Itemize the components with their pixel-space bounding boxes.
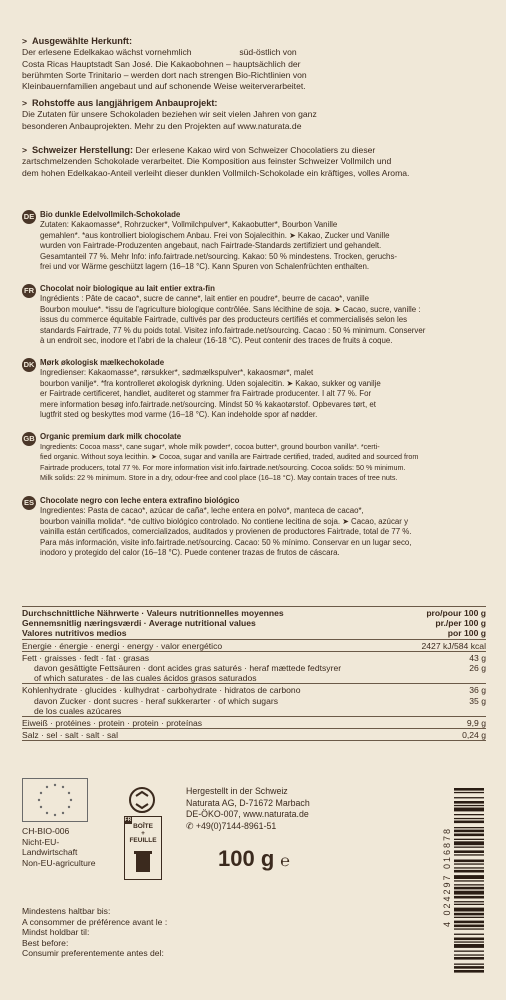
barcode-bar	[454, 913, 484, 916]
barcode-bar	[454, 797, 484, 798]
best-before-line: A consommer de préférence avant le :	[22, 916, 168, 927]
barcode-bar	[454, 818, 484, 819]
estimated-sign-icon: ℮	[280, 853, 290, 870]
barcode-bar	[454, 970, 484, 973]
barcode-bar	[454, 850, 484, 853]
ingredient-line: Ingrédients : Pâte de cacao*, sucre de canne*, lait entier en poudre*, beurre de cacao*, vanille	[40, 294, 369, 304]
nutrition-row-salt	[22, 729, 486, 741]
nutrition-value: 43 g	[469, 652, 486, 663]
barcode	[440, 780, 484, 980]
barcode-bar	[454, 921, 484, 924]
nutrition-row-energy	[22, 639, 486, 651]
bio-origin-line: Nicht-EU-	[22, 836, 60, 847]
project-text-line: Die Zutaten für unsere Schokoladen beziehen wir seit vielen Jahren von ganz	[22, 109, 317, 120]
ingredient-line: Milk solids: 22 % minimum. Store in a dry, odour-free and cool place (16–18 °C). May contain traces of tree nuts.	[40, 472, 398, 482]
recycling-bin-icon	[133, 849, 153, 873]
barcode-bar	[454, 805, 484, 806]
project-text-line: besonderen Anbauprojekten. Mehr zu den Projekten auf www.naturata.de	[22, 120, 302, 131]
barcode-bar	[454, 896, 484, 899]
nutrition-header-label: Durchschnittliche Nährwerte · Valeurs nutritionnelles moyennes	[22, 608, 284, 618]
origin-text-line: Der erlesene Edelkakao wächst vornehmlich süd-östlich von	[22, 47, 297, 58]
recycling-info	[120, 786, 166, 886]
bio-certification	[22, 826, 96, 868]
manufacturer-info	[186, 786, 310, 832]
language-badge-dk: DK	[22, 358, 36, 372]
nutrition-label: Energie · énergie · energi · energy · valor energético	[22, 640, 223, 651]
nutrition-label: davon gesättigte Fettsäuren · dont acides gras saturés · heraf mættede fedtsyrer	[22, 663, 342, 674]
ingredient-line: standards Fairtrade, 77 % du poids total. Visitez info.fairtrade.net/sourcing. Cacao : 50 % minimum. Conserver	[40, 325, 426, 335]
manufacturer-line: Hergestellt in der Schweiz	[186, 786, 288, 796]
barcode-bar	[454, 887, 484, 890]
nutrition-value: 2427 kJ/584 kcal	[421, 640, 486, 651]
project-heading: Rohstoffe aus langjährigem Anbauprojekt:	[32, 98, 218, 108]
best-before-line: Mindestens haltbar bis:	[22, 906, 111, 916]
barcode-bar	[454, 891, 484, 895]
origin-text-line: Kleinbauernfamilien angebaut und auf schonende Weise weiterverarbeitet.	[22, 81, 306, 92]
ingredient-line: vainilla están certificados, comercializados, auditados y provienen de productores Fairtrade, total de 77 %.	[40, 527, 412, 537]
ingredient-line: Zutaten: Kakaomasse*, Rohrzucker*, Vollmilchpulver*, Kakaobutter*, Bourbon Vanille	[40, 220, 338, 230]
nutrition-label: of which saturates · de las cuales ácidos grasos saturados	[22, 673, 257, 684]
nutrition-header-label: Gennemsnitlig næringsværdi · Average nutritional values	[22, 618, 256, 629]
nutrition-label: Fett · graisses · fedt · fat · grasas	[22, 652, 150, 663]
nutrition-row-carbohydrate	[22, 684, 486, 717]
ingredient-line: Ingredienser: Kakaomasse*, rørsukker*, sødmælkspulver*, kakaosmør*, malet	[40, 368, 314, 378]
nutrition-header-value: pr./per 100 g	[435, 618, 486, 629]
production-section	[22, 145, 486, 179]
barcode-bar	[454, 901, 484, 902]
nutrition-header-row	[22, 607, 486, 640]
eu-organic-logo	[22, 778, 88, 822]
production-heading: Schweizer Herstellung:	[32, 145, 134, 155]
ingredient-line: mere information besøg info.fairtrade.net/sourcing. Mindst 50 % kakaotørstof. Opbevares tørt, et	[40, 399, 376, 409]
barcode-bar	[454, 941, 484, 942]
barcode-bar	[454, 870, 484, 873]
ingredient-line: bourbon vainilla molida*. *de cultivo biológico controlado. No contiene lecitina de soja. ➤ Cacao, azúcar y	[40, 516, 409, 526]
bio-origin-line: Non-EU-agriculture	[22, 857, 96, 868]
barcode-bar	[454, 925, 484, 928]
barcode-bar	[454, 875, 484, 879]
ingredient-line: fied organic. Without soya lecithin. ➤ Cocoa, sugar and vanilla are Fairtrade certified, traded, audited and sourced from	[40, 452, 419, 462]
ingredient-line: Ingredients: Cocoa mass*, cane sugar*, whole milk powder*, cocoa butter*, ground bourbon vanilla*. *certi-	[40, 442, 380, 452]
barcode-bar	[454, 938, 484, 941]
origin-heading: Ausgewählte Herkunft:	[32, 36, 133, 46]
ingredient-line: issus du commerce équitable Fairtrade, cultivés par des producteurs certifiés et commercialisés selon les	[40, 315, 408, 325]
nutrition-value: 26 g	[469, 663, 486, 674]
nutrition-header-label: Valores nutritivos medios	[22, 628, 127, 639]
language-block-de	[22, 210, 498, 272]
nutrition-header-value: por 100 g	[447, 628, 486, 639]
ingredient-line: Para más información, visite info.fairtrade.net/sourcing. Cacao: 50 % mínimo. Conservar en un lugar seco,	[40, 537, 412, 547]
triman-icon	[122, 786, 162, 816]
barcode-digits: 4 024297 016878	[442, 826, 452, 928]
nutrition-value: 36 g	[469, 685, 486, 696]
net-weight	[218, 846, 290, 872]
phone-icon: ✆	[186, 820, 194, 831]
language-title: Chocolat noir biologique au lait entier extra-fin	[40, 284, 215, 293]
best-before-line: Mindst holdbar til:	[22, 927, 90, 938]
language-badge-gb: GB	[22, 432, 36, 446]
nutrition-table	[22, 606, 486, 741]
barcode-bar	[454, 860, 484, 863]
ingredient-line: Ingredientes: Pasta de cacao*, azúcar de caña*, leche entera en polvo*, manteca de cacao*,	[40, 506, 364, 516]
barcode-bar	[454, 854, 484, 855]
weight-value: 100 g	[218, 846, 275, 871]
best-before-line: Best before:	[22, 937, 69, 948]
manufacturer-line: Naturata AG, D-71672 Marbach	[186, 797, 310, 808]
barcode-bar	[454, 884, 484, 885]
language-block-fr	[22, 284, 498, 346]
nutrition-value: 9,9 g	[466, 718, 486, 729]
chevron-right-icon: >	[22, 98, 28, 108]
origin-section	[22, 36, 486, 92]
barcode-bar	[454, 951, 484, 952]
ingredient-line: Bourbon moulue*. *issu de l'agriculture biologique contrôlée. Sans lécithine de soja. ➤ Cacao, sucre, vanille :	[40, 304, 421, 314]
recycling-box	[124, 816, 162, 880]
manufacturer-line: DE-ÖKO-007, www.naturata.de	[186, 809, 309, 820]
barcode-bar	[454, 839, 484, 840]
barcode-bar	[454, 867, 484, 868]
barcode-bar	[454, 957, 484, 960]
barcode-bar	[454, 928, 484, 929]
barcode-bar	[454, 944, 484, 948]
language-block-es	[22, 496, 498, 558]
nutrition-header-value: pro/pour 100 g	[426, 608, 486, 618]
language-badge-es: ES	[22, 496, 36, 510]
origin-text-line: Costa Ricas Hauptstadt San José. Die Kakaobohnen – hauptsächlich der	[22, 58, 301, 69]
barcode-bar	[454, 801, 484, 804]
ingredient-line: bourbon vanilje*. *fra kontrolleret økologisk dyrkning. Uden sojalecitin. ➤ Kakao, sukker og vanilje	[40, 378, 381, 388]
barcode-bar	[454, 814, 484, 815]
language-badge-fr: FR	[22, 284, 36, 298]
barcode-bar	[454, 847, 484, 848]
nutrition-value: 0,24 g	[462, 730, 486, 741]
best-before-line: Consumir preferentemente antes del:	[22, 948, 164, 959]
nutrition-label: davon Zucker · dont sucres · heraf sukkerarter · of which sugars	[22, 695, 279, 706]
production-text-line: dem hohen Edelkakao-Anteil verleiht dieser dunklen Vollmilch-Schokolade ein kräftiges, volles Aroma.	[22, 167, 410, 178]
ingredient-line: lugtfrit sted og beskyttes mod varme (16–18 °C). Kan indeholde spor af nødder.	[40, 410, 318, 420]
recycling-country: FR	[124, 817, 132, 823]
barcode-bar	[454, 821, 484, 824]
barcode-bar	[454, 830, 484, 833]
barcode-bar	[454, 966, 484, 969]
manufacturer-phone: ✆ +49(0)7144-8961-51	[186, 820, 277, 831]
barcode-bar	[454, 808, 484, 812]
ingredient-line: inodoro y protegido del calor (16–18 °C). Puede contener trazas de frutos de cáscara.	[40, 548, 340, 558]
ingredient-line: Fairtrade producers, total 77 %. For more information visit info.fairtrade.net/sourcing. Cocoa solids: 50 % minimum.	[40, 462, 406, 472]
project-section	[22, 98, 486, 132]
barcode-bar	[454, 863, 484, 864]
barcode-bar	[454, 880, 484, 881]
bio-origin-line: Landwirtschaft	[22, 847, 78, 858]
nutrition-label: Eiweiß · protéines · protein · protein · proteínas	[22, 718, 203, 729]
nutrition-row-protein	[22, 717, 486, 729]
barcode-bar	[454, 954, 484, 955]
barcode-bars	[454, 780, 484, 980]
language-title: Mørk økologisk mælkechokolade	[40, 358, 165, 367]
barcode-bar	[454, 908, 484, 912]
language-title: Bio dunkle Edelvollmilch-Schokolade	[40, 210, 181, 219]
barcode-bar	[454, 841, 484, 845]
barcode-bar	[454, 827, 484, 828]
language-title: Chocolate negro con leche entera extrafino biológico	[40, 496, 240, 505]
nutrition-label: Salz · sel · salt · salt · sal	[22, 730, 118, 741]
ingredient-line: er Fairtrade certificeret, handlet, auditeret og stammer fra Fairtrade producenter. I alt 77 %. For	[40, 389, 372, 399]
best-before-info	[22, 906, 167, 959]
recycling-label: BOÎTE + FEUILLE	[129, 823, 157, 844]
eu-organic-leaf-icon	[23, 779, 87, 821]
barcode-bar	[454, 964, 484, 965]
language-block-gb	[22, 432, 498, 483]
production-text-line: Der erlesene Kakao wird von Schweizer Chocolatiers zu dieser	[133, 145, 376, 155]
nutrition-label: de los cuales azúcares	[22, 705, 122, 716]
barcode-bar	[454, 904, 484, 905]
barcode-bar	[454, 792, 484, 793]
barcode-bar	[454, 834, 484, 837]
nutrition-row-fat	[22, 651, 486, 684]
language-title: Organic premium dark milk chocolate	[40, 432, 182, 441]
ingredient-line: gemahlen*. *aus kontrolliert biologischem Anbau. Frei von Sojalecithin. ➤ Kakao, Zucker und Vanille	[40, 230, 390, 240]
barcode-bar	[454, 788, 484, 791]
nutrition-label: Kohlenhydrate · glucides · kulhydrat · carbohydrate · hidratos de carbono	[22, 685, 301, 696]
origin-text-line: berühmten Sorte Trinitario – werden dort nach strengen Bio-Richtlinien von	[22, 69, 307, 80]
language-badge-de: DE	[22, 210, 36, 224]
bio-code: CH-BIO-006	[22, 826, 70, 836]
barcode-bar	[454, 917, 484, 918]
language-block-dk	[22, 358, 498, 420]
chevron-right-icon: >	[22, 36, 28, 46]
ingredient-line: à un endroit sec, inodore et l'abri de la chaleur (16-18 °C). Peut contenir des traces de fruits à coque.	[40, 336, 393, 346]
ingredient-line: wurden von Fairtrade-Produzenten angebaut, nach Fairtrade-Standards zertifiziert und gehandelt.	[40, 241, 382, 251]
production-text-line: zartschmelzenden Schokolade verarbeitet. Die Komposition aus feinster Schweizer Vollmilch und	[22, 156, 392, 167]
chevron-right-icon: >	[22, 145, 28, 155]
barcode-bar	[454, 934, 484, 935]
ingredient-line: frei und vor Wärme geschützt lagern (16–18 °C). Kann Spuren von Schalenfrüchten enthalten.	[40, 262, 370, 272]
nutrition-value: 35 g	[469, 695, 486, 706]
ingredient-line: Gesamtanteil 77 %. Mehr Info: info.fairtrade.net/sourcing. Kakao: 50 % mindestens. Trocken, geruchs-	[40, 251, 398, 261]
